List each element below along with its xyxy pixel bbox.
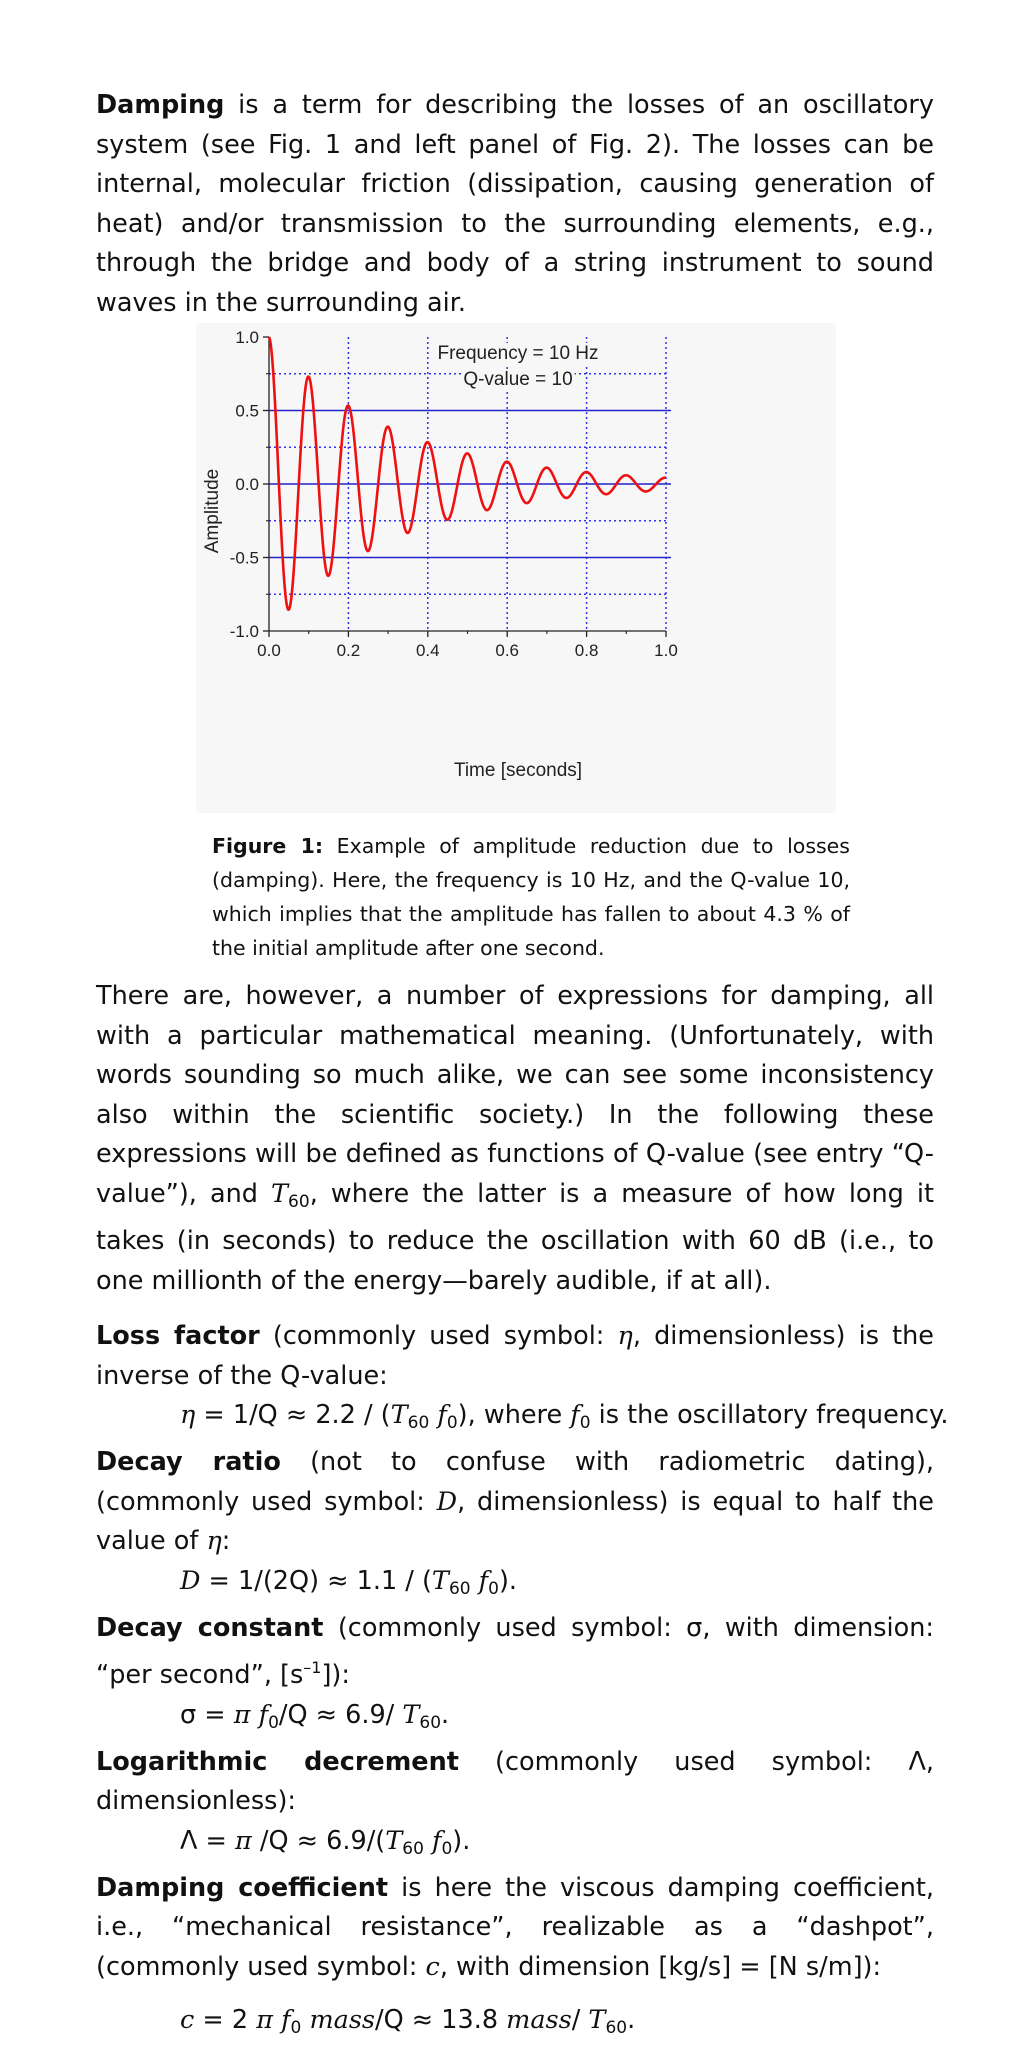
decay-ratio-formula bbox=[180, 1562, 934, 1609]
chart-background bbox=[196, 323, 836, 813]
formula-part-c: is the oscillatory frequency. bbox=[591, 1400, 949, 1430]
figure-1 bbox=[96, 323, 934, 813]
formula-c: c bbox=[180, 2005, 194, 2035]
term-decay-ratio: Decay ratio bbox=[96, 1447, 281, 1477]
x-tick-label-1: 0.2 bbox=[337, 641, 361, 660]
damping-coefficient-definition bbox=[96, 1869, 934, 1988]
y-axis-label: Amplitude bbox=[202, 469, 223, 554]
spacer bbox=[96, 1987, 934, 2001]
log-decrement-section bbox=[96, 1743, 934, 1869]
log-decrement-formula bbox=[180, 1822, 934, 1869]
formula-pi: π bbox=[256, 2005, 273, 2035]
damping-coefficient-formula bbox=[180, 2001, 934, 2048]
damping-coefficient-section bbox=[96, 1869, 934, 2048]
loss-factor-definition bbox=[96, 1317, 934, 1396]
decay-constant-text-b: ]): bbox=[321, 1660, 350, 1690]
decay-ratio-text-a: (not to confuse with radiometric dating), (commonly used symbol: bbox=[96, 1447, 934, 1517]
formula-f-sub: 0 bbox=[447, 1413, 458, 1433]
para2-text-a: There are, however, a number of expressions for damping, all with a particular mathematical meaning. (Unfortunately, with words sounding so much alike, we can see some inconsistency also within the scientific society.) In the following these expressions will be defined as functions of Q-value (see entry “Q-value”), and bbox=[96, 981, 934, 1209]
d-symbol: D bbox=[437, 1487, 457, 1517]
loss-factor-text-a: (commonly used symbol: bbox=[260, 1321, 618, 1351]
formula-t: T bbox=[391, 1400, 408, 1430]
damping-chart bbox=[196, 323, 836, 813]
formula-f-sub: 0 bbox=[441, 1839, 452, 1859]
intro-text: is a term for describing the losses of an oscillatory system (see Fig. 1 and left panel of Fig. 2). The losses can be internal, molecular friction (dissipation, causing generation of heat) and/or transmission to the surrounding elements, e.g., through the bridge and body of a string instrument to sound waves in the surrounding air. bbox=[96, 90, 934, 318]
where-f-sub: 0 bbox=[580, 1413, 591, 1433]
formula-f: f bbox=[429, 1400, 447, 1430]
formula-t: T bbox=[385, 1826, 402, 1856]
formula-t: T bbox=[588, 2005, 605, 2035]
article-body bbox=[96, 86, 934, 2048]
para2-text-b: , where the latter is a measure of how long it takes (in seconds) to reduce the oscillation with 60 dB (i.e., to one millionth of the energy—barely audible, if at all). bbox=[96, 1179, 934, 1296]
formula-mass-2: mass bbox=[506, 2005, 572, 2035]
x-tick-label-0: 0.0 bbox=[257, 641, 281, 660]
figure-caption bbox=[212, 829, 850, 965]
intro-paragraph bbox=[96, 86, 934, 323]
formula-f: f bbox=[471, 1566, 489, 1596]
formula-f: f bbox=[424, 1826, 442, 1856]
decay-constant-section bbox=[96, 1609, 934, 1743]
caption-text: Example of amplitude reduction due to losses (damping). Here, the frequency is 10 Hz, and the Q-value 10, which implies that the amplitude has fallen to about 4.3 % of the initial amplitude after one second. bbox=[212, 834, 850, 960]
formula-part-c: / bbox=[572, 2005, 589, 2035]
annotation-frequency: Frequency = 10 Hz bbox=[437, 343, 598, 364]
superscript: –1 bbox=[303, 1658, 321, 1677]
formula-f: f bbox=[273, 2005, 291, 2035]
eta-symbol-2: η bbox=[206, 1526, 221, 1556]
decay-ratio-section bbox=[96, 1443, 934, 1609]
formula-eta: η bbox=[180, 1400, 195, 1430]
term-decay-constant: Decay constant bbox=[96, 1613, 323, 1643]
t60-symbol: T bbox=[271, 1179, 288, 1209]
term-damping: Damping bbox=[96, 90, 224, 120]
loss-factor-formula bbox=[180, 1396, 934, 1443]
x-tick-label-5: 1.0 bbox=[654, 641, 678, 660]
where-f: f bbox=[570, 1400, 579, 1430]
formula-part-a: σ = bbox=[180, 1700, 234, 1730]
formula-part-c: ). bbox=[452, 1826, 470, 1856]
formula-pi: π bbox=[235, 1826, 252, 1856]
annotation-q-value: Q-value = 10 bbox=[463, 369, 572, 390]
loss-factor-text-b: , dimensionless) is the inverse of the Q-value: bbox=[96, 1321, 934, 1391]
term-log-decrement: Logarithmic decrement bbox=[96, 1747, 459, 1777]
expressions-paragraph bbox=[96, 977, 934, 1301]
formula-f: f bbox=[251, 1700, 269, 1730]
damping-coef-text-b: , with dimension [kg/s] = [N s/m]): bbox=[440, 1952, 881, 1982]
formula-d: D bbox=[180, 1566, 200, 1596]
y-tick-label-3: -0.5 bbox=[230, 549, 259, 568]
formula-part-a: = 1/(2Q) ≈ 1.1 / ( bbox=[200, 1566, 431, 1596]
formula-part-a: = 1/Q ≈ 2.2 / ( bbox=[195, 1400, 390, 1430]
formula-t-sub: 60 bbox=[402, 1839, 424, 1859]
y-tick-label-1: 0.5 bbox=[235, 402, 259, 421]
formula-part-c: . bbox=[441, 1700, 449, 1730]
log-decrement-text-a: (commonly used symbol: Λ, dimensionless): bbox=[96, 1747, 934, 1817]
formula-part-b: /Q ≈ 6.9/( bbox=[252, 1826, 385, 1856]
decay-constant-text-a: (commonly used symbol: σ, with dimension: “per second”, [s bbox=[96, 1613, 934, 1691]
formula-part-a: Λ = bbox=[180, 1826, 235, 1856]
decay-constant-formula bbox=[180, 1696, 934, 1743]
decay-ratio-definition bbox=[96, 1443, 934, 1562]
y-tick-label-2: 0.0 bbox=[235, 475, 259, 494]
formula-mass: mass bbox=[301, 2005, 375, 2035]
formula-t-sub: 60 bbox=[408, 1413, 430, 1433]
formula-part-b: /Q ≈ 13.8 bbox=[375, 2005, 506, 2035]
formula-t: T bbox=[432, 1566, 449, 1596]
formula-part-b: /Q ≈ 6.9/ bbox=[279, 1700, 403, 1730]
formula-part-a: = 2 bbox=[194, 2005, 256, 2035]
formula-part-b: ). bbox=[499, 1566, 517, 1596]
formula-t-sub: 60 bbox=[605, 2018, 627, 2038]
caption-label: Figure 1: bbox=[212, 834, 323, 858]
x-axis-label: Time [seconds] bbox=[454, 760, 582, 781]
x-tick-label-4: 0.8 bbox=[575, 641, 599, 660]
log-decrement-definition bbox=[96, 1743, 934, 1822]
term-loss-factor: Loss factor bbox=[96, 1321, 260, 1351]
formula-f-sub: 0 bbox=[291, 2018, 302, 2038]
loss-factor-section bbox=[96, 1317, 934, 1443]
term-damping-coefficient: Damping coefficient bbox=[96, 1873, 388, 1903]
formula-f-sub: 0 bbox=[488, 1579, 499, 1599]
formula-part-b: ), where bbox=[458, 1400, 571, 1430]
decay-constant-definition bbox=[96, 1609, 934, 1696]
formula-pi: π bbox=[234, 1700, 251, 1730]
formula-f-sub: 0 bbox=[268, 1713, 279, 1733]
formula-t-sub: 60 bbox=[449, 1579, 471, 1599]
t60-subscript: 60 bbox=[288, 1192, 310, 1212]
formula-t-sub: 60 bbox=[419, 1713, 441, 1733]
decay-ratio-text-c: : bbox=[222, 1526, 231, 1556]
decay-ratio-text-b: , dimensionless) is equal to half the value of bbox=[96, 1487, 934, 1557]
c-symbol: c bbox=[426, 1952, 440, 1982]
damping-coef-text-a: is here the viscous damping coefficient, i.e., “mechanical resistance”, realizable as a “dashpot”, (commonly used symbol: bbox=[96, 1873, 934, 1982]
formula-t: T bbox=[402, 1700, 419, 1730]
x-tick-label-3: 0.6 bbox=[495, 641, 519, 660]
formula-part-d: . bbox=[627, 2005, 635, 2035]
y-tick-label-0: 1.0 bbox=[235, 328, 259, 347]
x-tick-label-2: 0.4 bbox=[416, 641, 440, 660]
y-tick-label-4: -1.0 bbox=[230, 622, 259, 641]
eta-symbol: η bbox=[618, 1321, 633, 1351]
